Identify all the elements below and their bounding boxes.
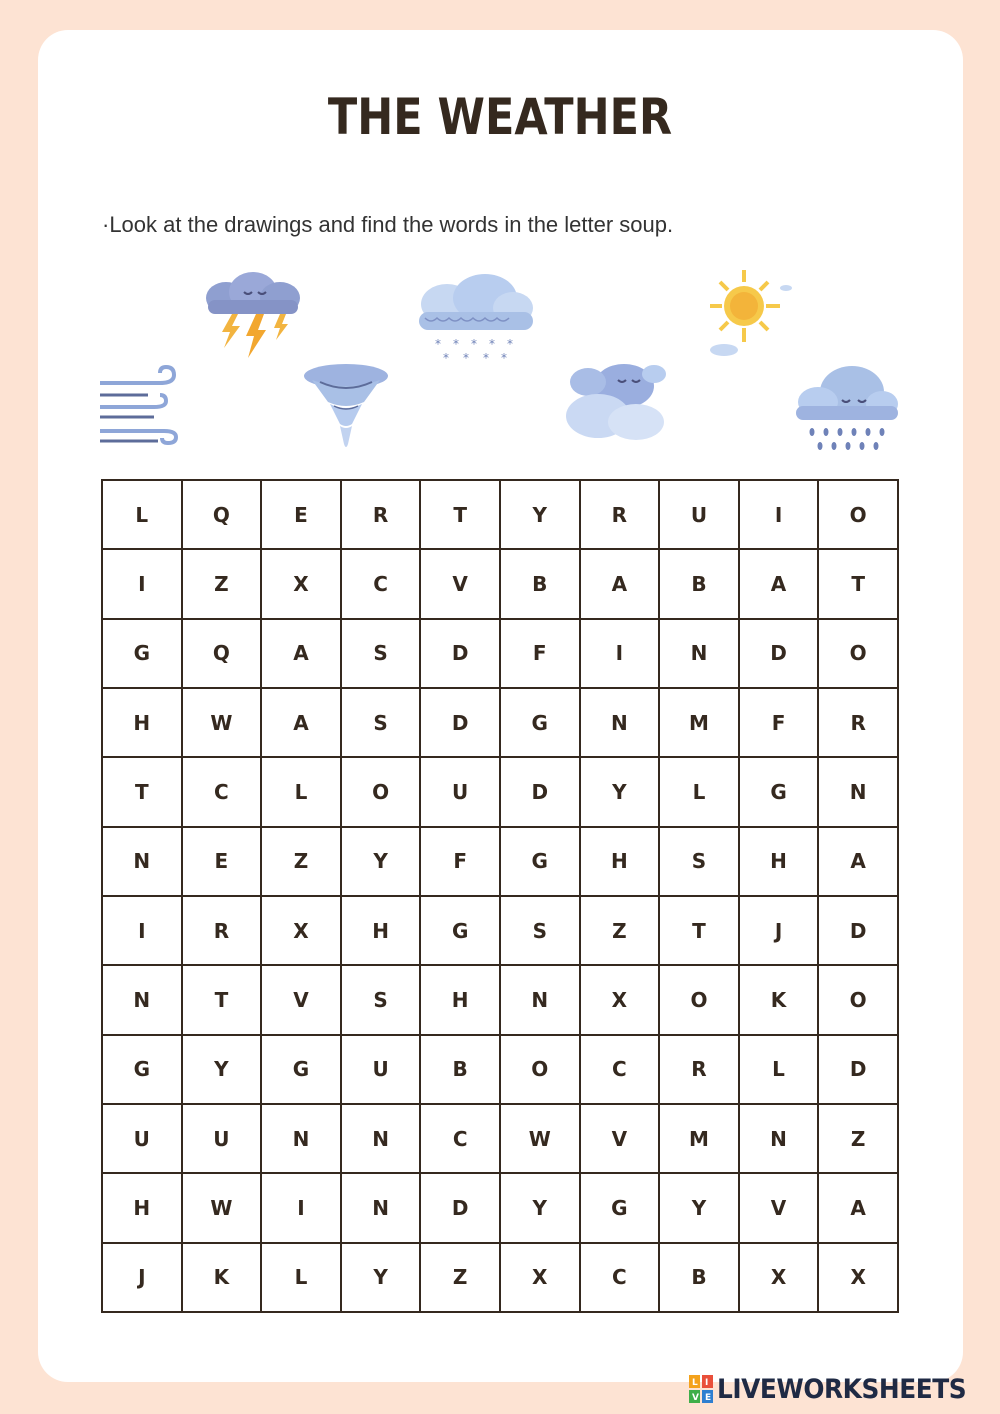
grid-cell: Z: [182, 549, 262, 618]
grid-row: [102, 1035, 898, 1104]
grid-cell: N: [500, 965, 580, 1034]
grid-row: [102, 480, 898, 549]
grid-cell: I: [102, 896, 182, 965]
grid-cell: D: [818, 1035, 898, 1104]
grid-cell: A: [580, 549, 660, 618]
liveworksheets-logo-icon: [689, 1375, 713, 1403]
grid-cell: V: [580, 1104, 660, 1173]
grid-cell: N: [261, 1104, 341, 1173]
grid-cell: Y: [659, 1173, 739, 1242]
grid-cell: O: [818, 480, 898, 549]
grid-cell: X: [739, 1243, 819, 1312]
svg-text:*: *: [471, 337, 477, 351]
grid-cell: O: [659, 965, 739, 1034]
grid-cell: B: [500, 549, 580, 618]
svg-text:*: *: [453, 337, 459, 351]
grid-cell: G: [102, 1035, 182, 1104]
grid-cell: D: [420, 688, 500, 757]
grid-cell: N: [739, 1104, 819, 1173]
grid-cell: W: [500, 1104, 580, 1173]
liveworksheets-brand: [689, 1372, 988, 1406]
grid-cell: D: [739, 619, 819, 688]
grid-cell: H: [102, 1173, 182, 1242]
grid-cell: G: [102, 619, 182, 688]
grid-cell: B: [659, 1243, 739, 1312]
letter-soup-grid: [101, 479, 899, 1313]
grid-cell: F: [500, 619, 580, 688]
grid-cell: T: [818, 549, 898, 618]
page-title: THE WEATHER: [327, 88, 673, 146]
grid-cell: O: [341, 757, 421, 826]
grid-cell: U: [659, 480, 739, 549]
grid-cell: C: [580, 1243, 660, 1312]
svg-text:*: *: [501, 351, 507, 364]
grid-cell: A: [261, 619, 341, 688]
grid-cell: X: [580, 965, 660, 1034]
grid-cell: K: [739, 965, 819, 1034]
snow-icon: [415, 272, 537, 364]
grid-cell: H: [739, 827, 819, 896]
grid-cell: E: [261, 480, 341, 549]
grid-cell: L: [261, 1243, 341, 1312]
grid-row: [102, 1104, 898, 1173]
grid-row: [102, 827, 898, 896]
grid-row: [102, 688, 898, 757]
grid-cell: N: [341, 1104, 421, 1173]
grid-cell: T: [102, 757, 182, 826]
logo-letter: E: [705, 1393, 712, 1403]
grid-cell: G: [420, 896, 500, 965]
grid-cell: R: [659, 1035, 739, 1104]
grid-cell: I: [739, 480, 819, 549]
grid-cell: B: [659, 549, 739, 618]
grid-cell: S: [341, 619, 421, 688]
grid-cell: Z: [818, 1104, 898, 1173]
grid-cell: D: [818, 896, 898, 965]
wind-icon: [98, 365, 186, 453]
brand-text: LIVEWORKSHEETS: [717, 1373, 967, 1405]
logo-letter: V: [692, 1393, 700, 1403]
grid-cell: K: [182, 1243, 262, 1312]
grid-row: [102, 896, 898, 965]
grid-cell: V: [261, 965, 341, 1034]
svg-text:*: *: [435, 337, 441, 351]
grid-cell: A: [739, 549, 819, 618]
grid-cell: G: [500, 688, 580, 757]
grid-cell: T: [420, 480, 500, 549]
grid-cell: W: [182, 1173, 262, 1242]
grid-cell: I: [102, 549, 182, 618]
grid-cell: L: [261, 757, 341, 826]
grid-cell: N: [818, 757, 898, 826]
grid-cell: Y: [341, 1243, 421, 1312]
grid-cell: N: [102, 965, 182, 1034]
grid-cell: U: [182, 1104, 262, 1173]
grid-cell: A: [261, 688, 341, 757]
grid-cell: V: [739, 1173, 819, 1242]
grid-cell: L: [739, 1035, 819, 1104]
grid-cell: Z: [261, 827, 341, 896]
logo-letter: L: [692, 1378, 698, 1388]
grid-cell: Y: [500, 1173, 580, 1242]
svg-text:*: *: [443, 351, 449, 364]
grid-cell: N: [341, 1173, 421, 1242]
logo-letter: I: [705, 1378, 709, 1388]
rain-icon: [790, 362, 902, 454]
grid-cell: C: [580, 1035, 660, 1104]
grid-cell: R: [341, 480, 421, 549]
grid-cell: A: [818, 1173, 898, 1242]
grid-cell: S: [341, 965, 421, 1034]
grid-cell: Y: [341, 827, 421, 896]
grid-cell: O: [818, 965, 898, 1034]
instruction-text: ·Look at the drawings and find the words in the letter soup.: [102, 212, 674, 237]
grid-cell: T: [182, 965, 262, 1034]
grid-cell: W: [182, 688, 262, 757]
grid-cell: G: [580, 1173, 660, 1242]
grid-cell: Y: [182, 1035, 262, 1104]
sun-icon: [696, 268, 798, 358]
grid-cell: M: [659, 688, 739, 757]
grid-cell: I: [580, 619, 660, 688]
grid-cell: H: [580, 827, 660, 896]
grid-cell: B: [420, 1035, 500, 1104]
grid-cell: S: [500, 896, 580, 965]
grid-cell: V: [420, 549, 500, 618]
grid-cell: X: [818, 1243, 898, 1312]
svg-text:*: *: [463, 351, 469, 364]
grid-row: [102, 619, 898, 688]
grid-cell: I: [261, 1173, 341, 1242]
cloudy-icon: [558, 358, 670, 446]
grid-cell: Z: [420, 1243, 500, 1312]
svg-text:*: *: [507, 337, 513, 351]
grid-cell: G: [500, 827, 580, 896]
grid-cell: T: [659, 896, 739, 965]
grid-cell: Y: [500, 480, 580, 549]
grid-row: [102, 549, 898, 618]
grid-row: [102, 1173, 898, 1242]
grid-cell: Q: [182, 480, 262, 549]
tornado-icon: [300, 362, 392, 454]
grid-cell: N: [102, 827, 182, 896]
grid-cell: C: [341, 549, 421, 618]
svg-text:*: *: [483, 351, 489, 364]
grid-cell: X: [500, 1243, 580, 1312]
storm-icon: [198, 268, 306, 363]
grid-cell: R: [818, 688, 898, 757]
grid-cell: U: [420, 757, 500, 826]
grid-cell: H: [420, 965, 500, 1034]
grid-cell: U: [341, 1035, 421, 1104]
grid-cell: H: [341, 896, 421, 965]
grid-cell: H: [102, 688, 182, 757]
grid-cell: D: [420, 1173, 500, 1242]
grid-cell: O: [500, 1035, 580, 1104]
grid-cell: X: [261, 896, 341, 965]
grid-cell: R: [182, 896, 262, 965]
grid-cell: M: [659, 1104, 739, 1173]
grid-row: [102, 965, 898, 1034]
grid-cell: F: [420, 827, 500, 896]
grid-cell: A: [818, 827, 898, 896]
grid-cell: U: [102, 1104, 182, 1173]
grid-cell: O: [818, 619, 898, 688]
grid-cell: G: [261, 1035, 341, 1104]
grid-cell: J: [739, 896, 819, 965]
grid-cell: C: [420, 1104, 500, 1173]
grid-cell: Q: [182, 619, 262, 688]
grid-cell: C: [182, 757, 262, 826]
grid-cell: E: [182, 827, 262, 896]
grid-cell: L: [102, 480, 182, 549]
grid-cell: N: [659, 619, 739, 688]
grid-cell: G: [739, 757, 819, 826]
grid-cell: Y: [580, 757, 660, 826]
grid-cell: D: [420, 619, 500, 688]
grid-cell: N: [580, 688, 660, 757]
grid-cell: Z: [580, 896, 660, 965]
grid-cell: S: [659, 827, 739, 896]
grid-cell: F: [739, 688, 819, 757]
grid-cell: X: [261, 549, 341, 618]
svg-text:*: *: [489, 337, 495, 351]
grid-cell: J: [102, 1243, 182, 1312]
grid-row: [102, 1243, 898, 1312]
grid-cell: R: [580, 480, 660, 549]
grid-row: [102, 757, 898, 826]
grid-cell: L: [659, 757, 739, 826]
grid-cell: S: [341, 688, 421, 757]
grid-cell: D: [500, 757, 580, 826]
